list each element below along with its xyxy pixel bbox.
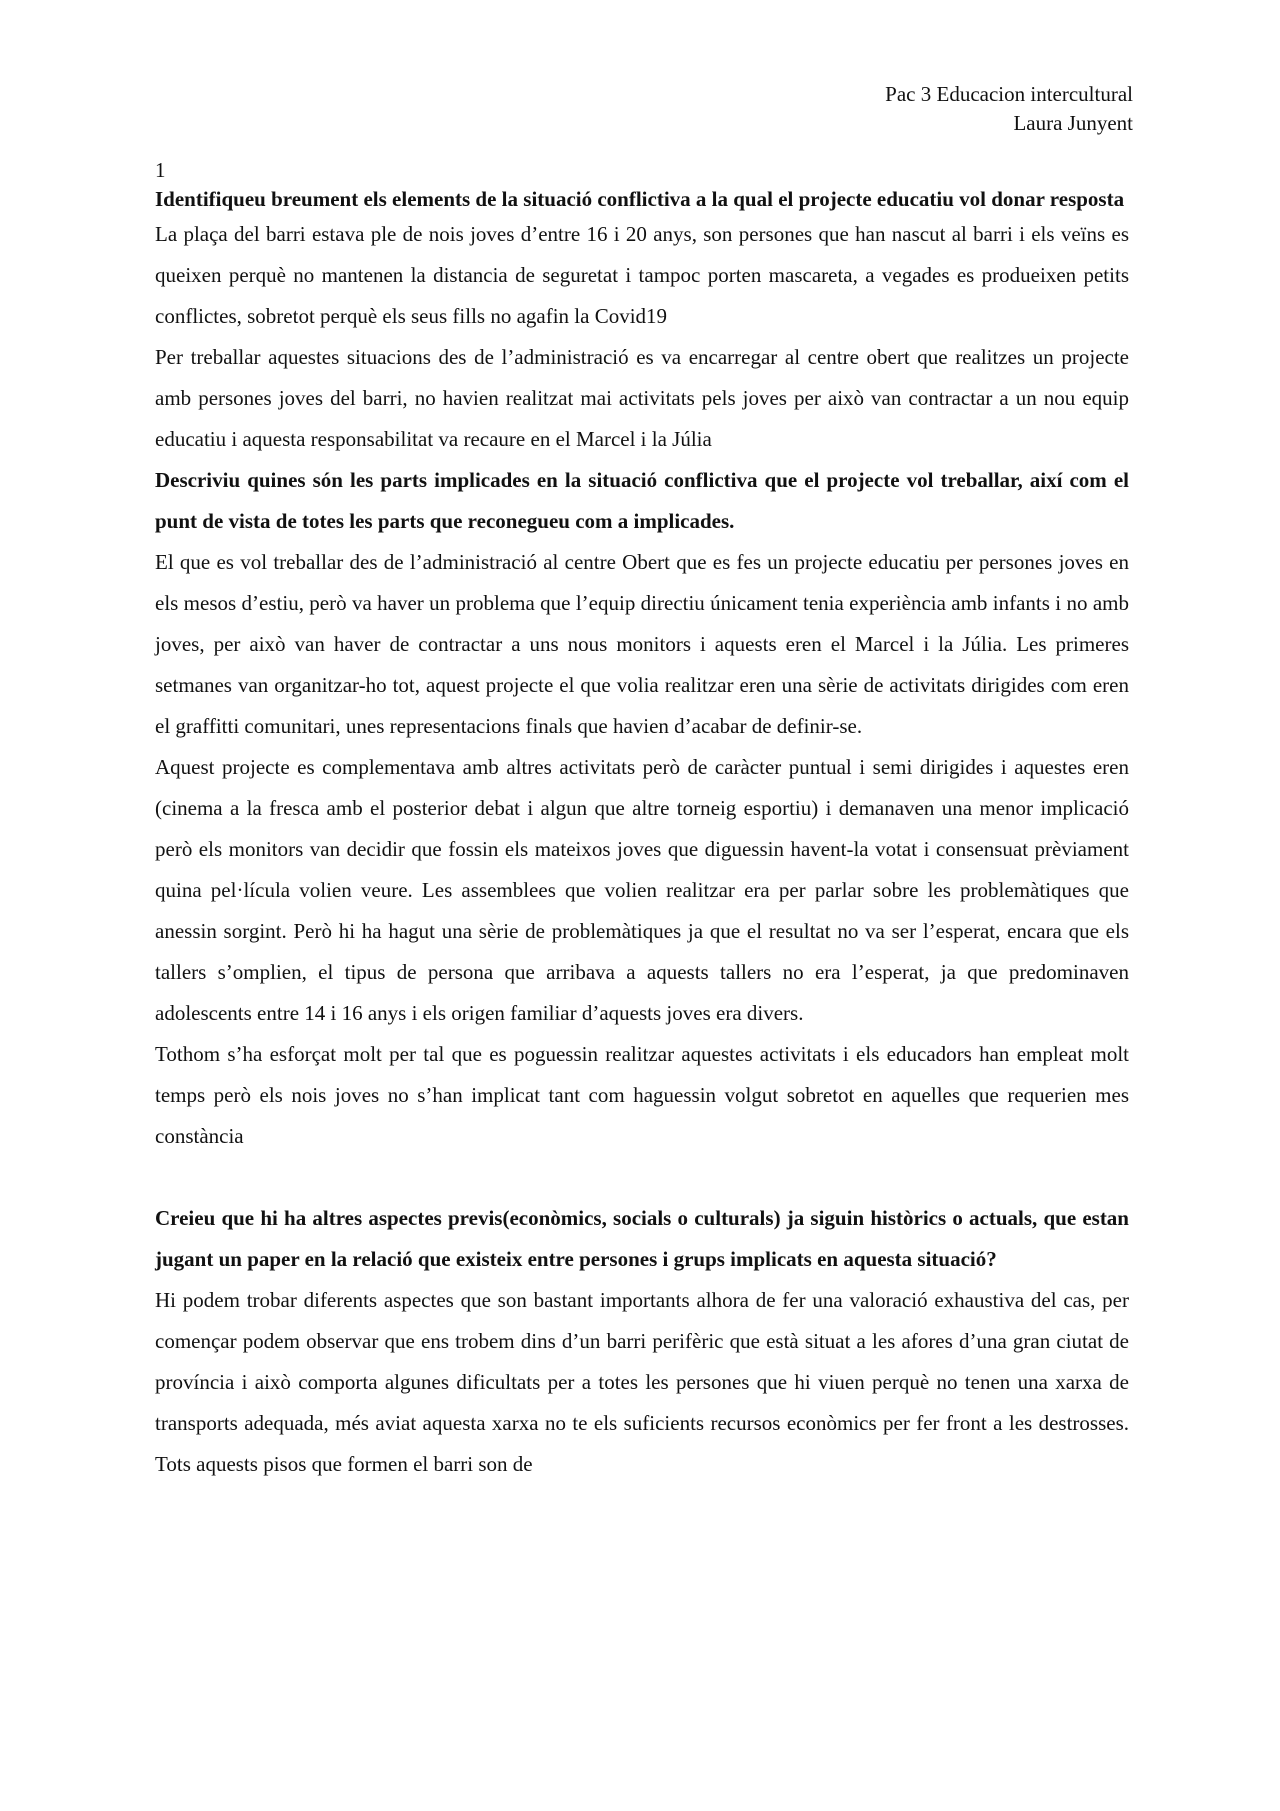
section-number: 1 xyxy=(155,158,166,182)
blank-line xyxy=(155,1157,1129,1198)
document-body xyxy=(155,156,1129,1485)
paragraph-1: La plaça del barri estava ple de nois joves d’entre 16 i 20 anys, son persones que han nascut al barri i els veïns es queixen perquè no mantenen la distancia de seguretat i tampoc porten mascareta, a vegades es produeixen petits conflictes, sobretot perquè els seus fills no agafin la Covid19 xyxy=(155,222,1129,328)
paragraph-6: Hi podem trobar diferents aspectes que son bastant importants alhora de fer una valoració exhaustiva del cas, per començar podem observar que ens trobem dins d’un barri perifèric que està situat a les afores d’una gran ciutat de província i això comporta algunes dificultats per a totes les persones que hi viuen perquè no tenen una xarxa de transports adequada, més aviat aquesta xarxa no te els suficients recursos econòmics per fer front a les destrosses. Tots aquests pisos que formen el barri son de xyxy=(155,1288,1129,1476)
paragraph-2: Per treballar aquestes situacions des de l’administració es va encarregar al centre obert que realitzes un projecte amb persones joves del barri, no havien realitzat mai activitats pels joves per això van contractar a un nou equip educatiu i aquesta responsabilitat va recaure en el Marcel i la Júlia xyxy=(155,345,1129,451)
paragraph-4: Aquest projecte es complementava amb altres activitats però de caràcter puntual i semi dirigides i aquestes eren (cinema a la fresca amb el posterior debat i algun que altre torneig esportiu) i demanaven una menor implicació però els monitors van decidir que fossin els mateixos joves que diguessin havent-la votat i consensuat prèviament quina pel·lícula volien veure. Les assemblees que volien realitzar era per parlar sobre les problemàtiques que anessin sorgint. Però hi ha hagut una sèrie de problemàtiques ja que el resultat no va ser l’esperat, encara que els tallers s’omplien, el tipus de persona que arribava a aquests tallers no era l’esperat, ja que predominaven adolescents entre 14 i 16 anys i els origen familiar d’aquests joves era divers. xyxy=(155,755,1129,1025)
page-header xyxy=(885,80,1133,138)
header-title: Pac 3 Educacion intercultural xyxy=(885,82,1133,106)
paragraph-5: Tothom s’ha esforçat molt per tal que es poguessin realitzar aquestes activitats i els educadors han empleat molt temps però els nois joves no s’han implicat tant com haguessin volgut sobretot en aquelles que requerien mes constància xyxy=(155,1042,1129,1148)
question-2-heading: Descriviu quines són les parts implicades en la situació conflictiva que el projecte vol treballar, així com el punt de vista de totes les parts que reconegueu com a implicades. xyxy=(155,468,1129,533)
question-1-heading: Identifiqueu breument els elements de la situació conflictiva a la qual el projecte educatiu vol donar resposta xyxy=(155,187,1125,211)
paragraph-3: El que es vol treballar des de l’administració al centre Obert que es fes un projecte educatiu per persones joves en els mesos d’estiu, però va haver un problema que l’equip directiu únicament tenia experiència amb infants i no amb joves, per això van haver de contractar a uns nous monitors i aquests eren el Marcel i la Júlia. Les primeres setmanes van organitzar-ho tot, aquest projecte el que volia realitzar eren una sèrie de activitats dirigides com eren el graffitti comunitari, unes representacions finals que havien d’acabar de definir-se. xyxy=(155,550,1129,738)
header-author: Laura Junyent xyxy=(1013,111,1133,135)
question-3-heading: Creieu que hi ha altres aspectes previs(econòmics, socials o culturals) ja siguin històrics o actuals, que estan jugant un paper en la relació que existeix entre persones i grups implicats en aquesta situació? xyxy=(155,1206,1129,1271)
